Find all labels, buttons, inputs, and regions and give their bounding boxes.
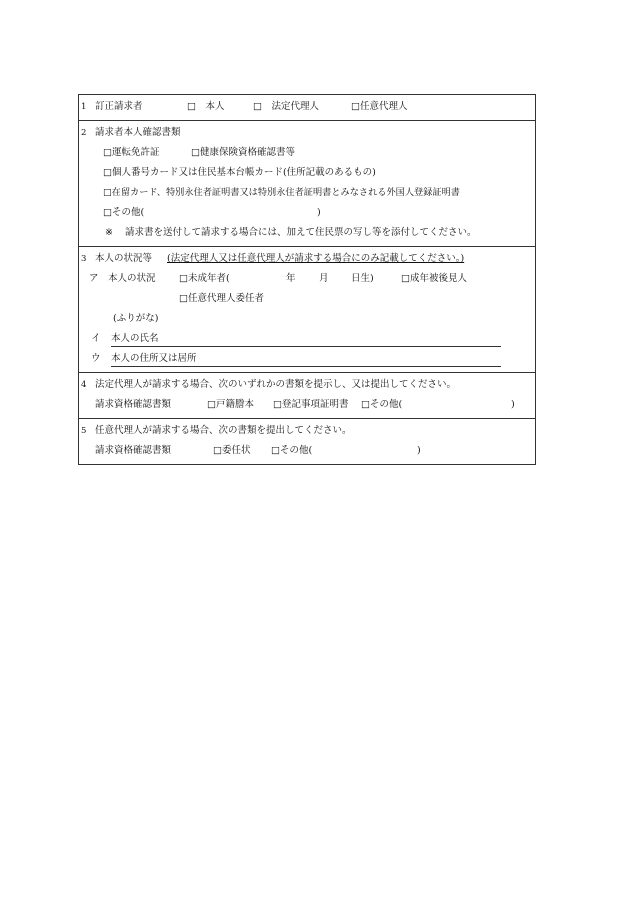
checkbox-other-legal[interactable]: □その他( — [361, 399, 403, 410]
furigana-label: (ふりがな) — [113, 313, 159, 324]
checkbox-self[interactable]: □ 本人 — [187, 101, 225, 112]
principal-address-label: 本人の住所又は居所 — [111, 353, 197, 364]
checkbox-power-of-attorney[interactable]: □委任状 — [213, 445, 251, 456]
other-legal-close: ) — [511, 399, 515, 410]
birth-day-label: 日生) — [351, 273, 374, 284]
other-document-close: ) — [317, 207, 321, 218]
section-number: 1 — [81, 102, 87, 112]
request-form-table — [78, 94, 536, 465]
section-requester — [79, 95, 535, 120]
other-voluntary-close: ) — [417, 445, 421, 456]
checkbox-minor[interactable]: □未成年者( — [179, 273, 230, 284]
checkbox-adult-ward[interactable]: □成年被後見人 — [401, 273, 467, 284]
note-mark: ※ — [105, 227, 113, 238]
qualification-documents-label: 請求資格確認書類 — [95, 445, 172, 456]
requester-label: 訂正請求者 — [95, 101, 143, 112]
birth-year-label: 年 — [286, 273, 296, 284]
section-number: 2 — [81, 128, 87, 138]
section-number: 3 — [81, 254, 87, 264]
principal-name-field[interactable] — [111, 346, 501, 347]
principal-address-field[interactable] — [111, 366, 501, 367]
checkbox-health-insurance[interactable]: □健康保険資格確認書等 — [191, 147, 295, 158]
principal-name-label: 本人の氏名 — [111, 333, 159, 344]
mail-request-note: 請求書を送付して請求する場合には、加えて住民票の写し等を添付してください。 — [125, 227, 477, 238]
checkbox-drivers-license[interactable]: □運転免許証 — [103, 147, 160, 158]
voluntary-agent-instruction: 任意代理人が請求する場合、次の書類を提出してください。 — [95, 425, 352, 436]
section-legal-agent-documents — [79, 372, 535, 418]
principal-status-note: (法定代理人又は任意代理人が請求する場合にのみ記載してください。) — [167, 253, 465, 264]
principal-status-a-label: ア 本人の状況 — [89, 273, 156, 284]
address-mark: ウ — [91, 353, 101, 364]
checkbox-other-voluntary[interactable]: □その他( — [271, 445, 313, 456]
legal-agent-instruction: 法定代理人が請求する場合、次のいずれかの書類を提示し、又は提出してください。 — [95, 379, 457, 390]
checkbox-other-document[interactable]: □その他( — [103, 207, 145, 218]
checkbox-mynumber-card[interactable]: □個人番号カード又は住民基本台帳カード(住所記載のあるもの) — [103, 167, 376, 178]
section-identity-documents — [79, 120, 535, 246]
section-number: 5 — [81, 426, 87, 436]
checkbox-voluntary-delegator[interactable]: □任意代理人委任者 — [179, 293, 264, 304]
checkbox-residence-card[interactable]: □在留カード、特別永住者証明書又は特別永住者証明書とみなされる外国人登録証明書 — [103, 187, 460, 198]
checkbox-registry-certificate[interactable]: □登記事項証明書 — [273, 399, 349, 410]
qualification-documents-label: 請求資格確認書類 — [95, 399, 172, 410]
identity-documents-label: 請求者本人確認書類 — [95, 127, 181, 138]
section-voluntary-agent-documents — [79, 418, 535, 464]
birth-month-label: 月 — [319, 273, 329, 284]
principal-status-label: 本人の状況等 — [95, 253, 153, 264]
section-principal-status — [79, 246, 535, 372]
section-number: 4 — [81, 380, 87, 390]
name-mark: イ — [91, 333, 101, 344]
checkbox-family-register[interactable]: □戸籍謄本 — [207, 399, 254, 410]
checkbox-legal-agent[interactable]: □ 法定代理人 — [253, 101, 319, 112]
checkbox-voluntary-agent[interactable]: □任意代理人 — [351, 101, 408, 112]
